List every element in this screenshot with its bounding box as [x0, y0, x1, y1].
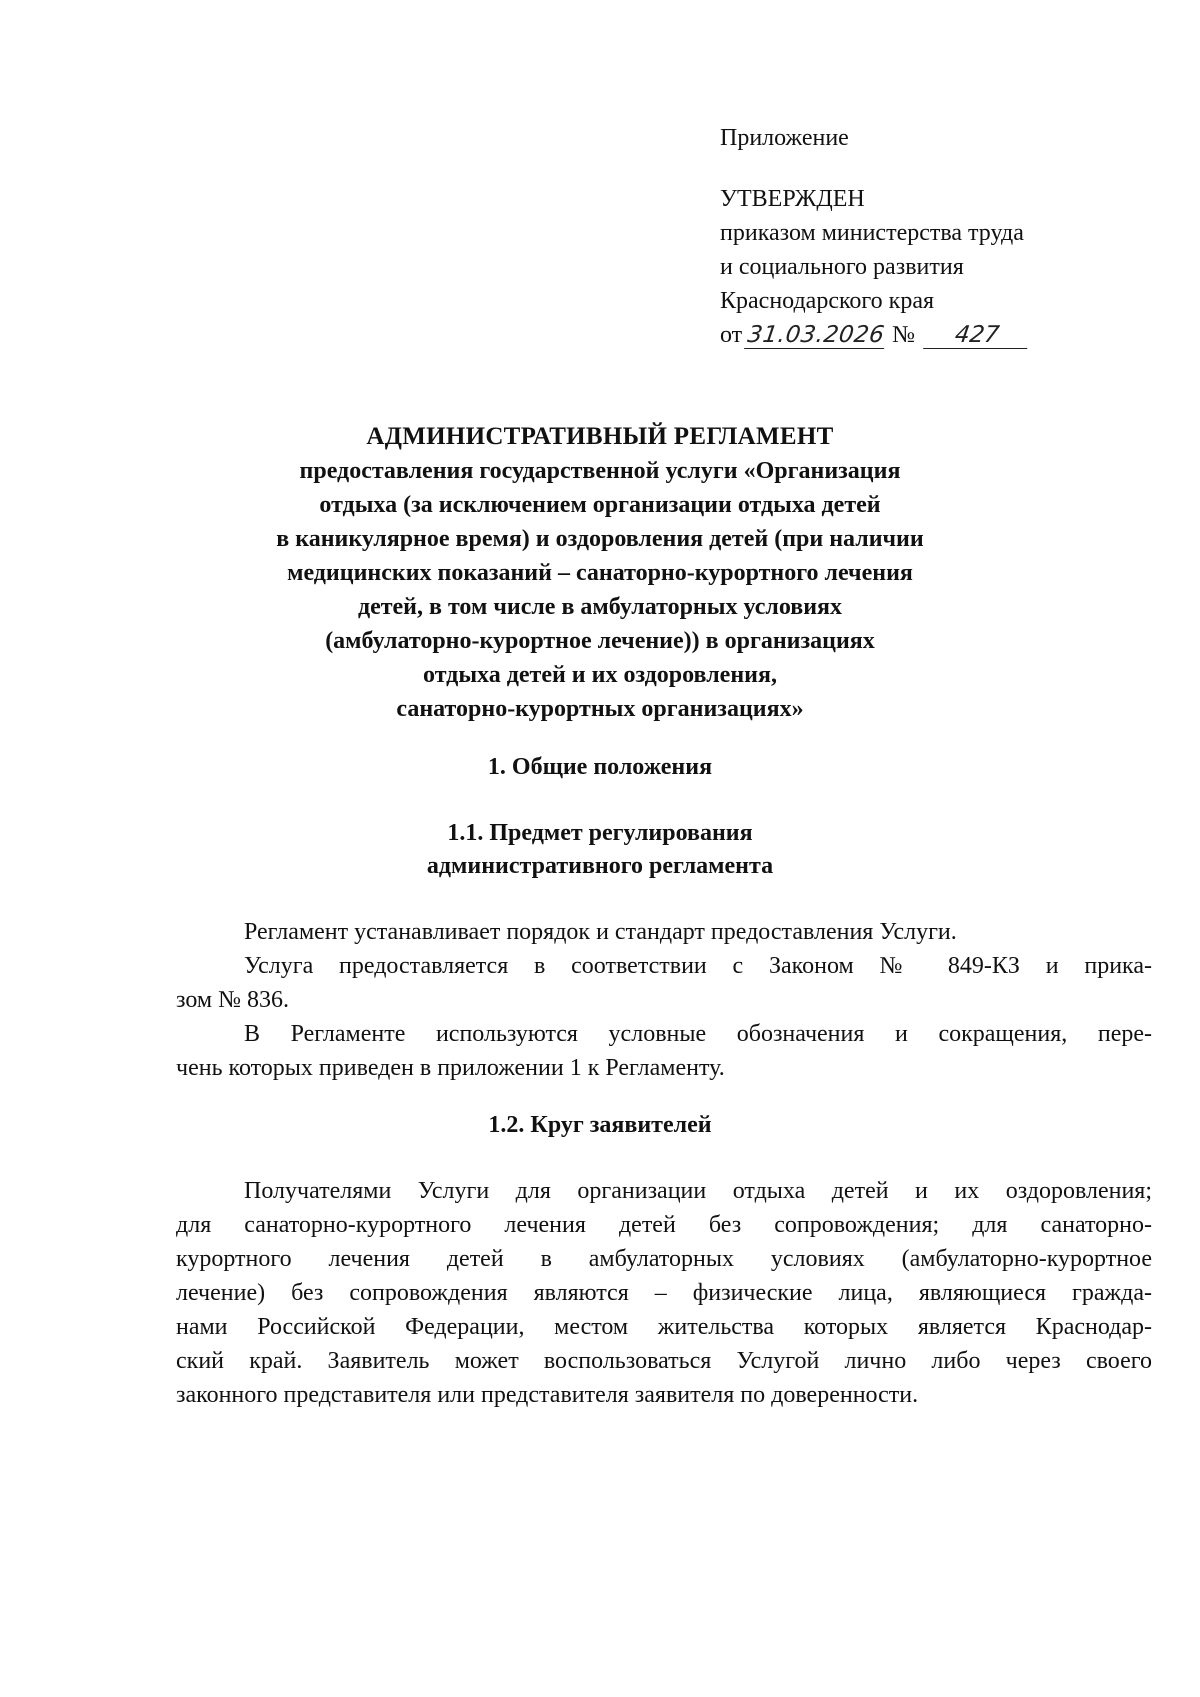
- title-line: санаторно-курортных организациях»: [396, 696, 804, 722]
- section-1-1-heading-line-1: 1.1. Предмет регулирования: [447, 820, 753, 846]
- title-line: предоставления государственной услуги «Организация: [299, 458, 901, 484]
- section-1-2-body: [176, 1174, 1152, 1412]
- title-line: детей, в том числе в амбулаторных условиях: [357, 594, 843, 620]
- approval-line-1: приказом министерства труда: [720, 220, 1024, 246]
- number-sign: №: [892, 322, 916, 348]
- document-title: [200, 420, 1000, 726]
- paragraph-line: чень которых приведен в приложении 1 к Регламенту.: [176, 1055, 725, 1081]
- paragraph-line: ский край. Заявитель может воспользоваться Услугой лично либо через своего: [176, 1348, 1152, 1374]
- date-prefix: от: [720, 322, 743, 348]
- section-1-1-heading-line-2: административного регламента: [426, 853, 774, 879]
- title-line: медицинских показаний – санаторно-курортного лечения: [287, 560, 913, 586]
- approved-label: УТВЕРЖДЕН: [720, 186, 865, 212]
- title-line: отдыха детей и их оздоровления,: [423, 662, 777, 688]
- title-line: в каникулярное время) и оздоровления детей (при наличии: [276, 526, 924, 552]
- approval-line-3: Краснодарского края: [720, 288, 935, 314]
- approval-block: [720, 121, 1029, 352]
- paragraph-line: для санаторно-курортного лечения детей без сопровождения; для санаторно-: [176, 1212, 1152, 1238]
- paragraph-line: Услуга предоставляется в соответствии с Законом № 849-КЗ и прика-: [244, 953, 1152, 979]
- section-1-1-body: [176, 915, 1152, 1085]
- section-1-2-heading: 1.2. Круг заявителей: [488, 1112, 712, 1138]
- paragraph-line: курортного лечения детей в амбулаторных условиях (амбулаторно-курортное: [176, 1246, 1152, 1272]
- paragraph-line: Регламент устанавливает порядок и стандарт предоставления Услуги.: [244, 919, 957, 945]
- paragraph-line: нами Российской Федерации, местом жительства которых является Краснодар-: [176, 1314, 1152, 1340]
- paragraph-line: зом № 836.: [176, 987, 289, 1013]
- approval-date-line: [720, 318, 1029, 352]
- paragraph-line: лечение) без сопровождения являются – физические лица, являющиеся гражда-: [176, 1280, 1152, 1306]
- appendix-label: Приложение: [720, 125, 849, 151]
- section-1-1-heading: [200, 817, 1000, 883]
- title-main: АДМИНИСТРАТИВНЫЙ РЕГЛАМЕНТ: [366, 423, 834, 450]
- paragraph-line: законного представителя или представителя заявителя по доверенности.: [176, 1382, 919, 1408]
- section-1-heading: 1. Общие положения: [487, 754, 713, 780]
- paragraph-line: В Регламенте используются условные обозначения и сокращения, пере-: [244, 1021, 1152, 1047]
- paragraph-line: Получателями Услуги для организации отдыха детей и их оздоровления;: [244, 1178, 1152, 1204]
- title-line: отдыха (за исключением организации отдыха детей: [319, 492, 881, 518]
- handwritten-number: 427: [923, 322, 1031, 349]
- approval-line-2: и социального развития: [720, 254, 964, 280]
- title-line: (амбулаторно-курортное лечение)) в организациях: [325, 628, 875, 654]
- handwritten-date: 31.03.2026: [746, 322, 887, 348]
